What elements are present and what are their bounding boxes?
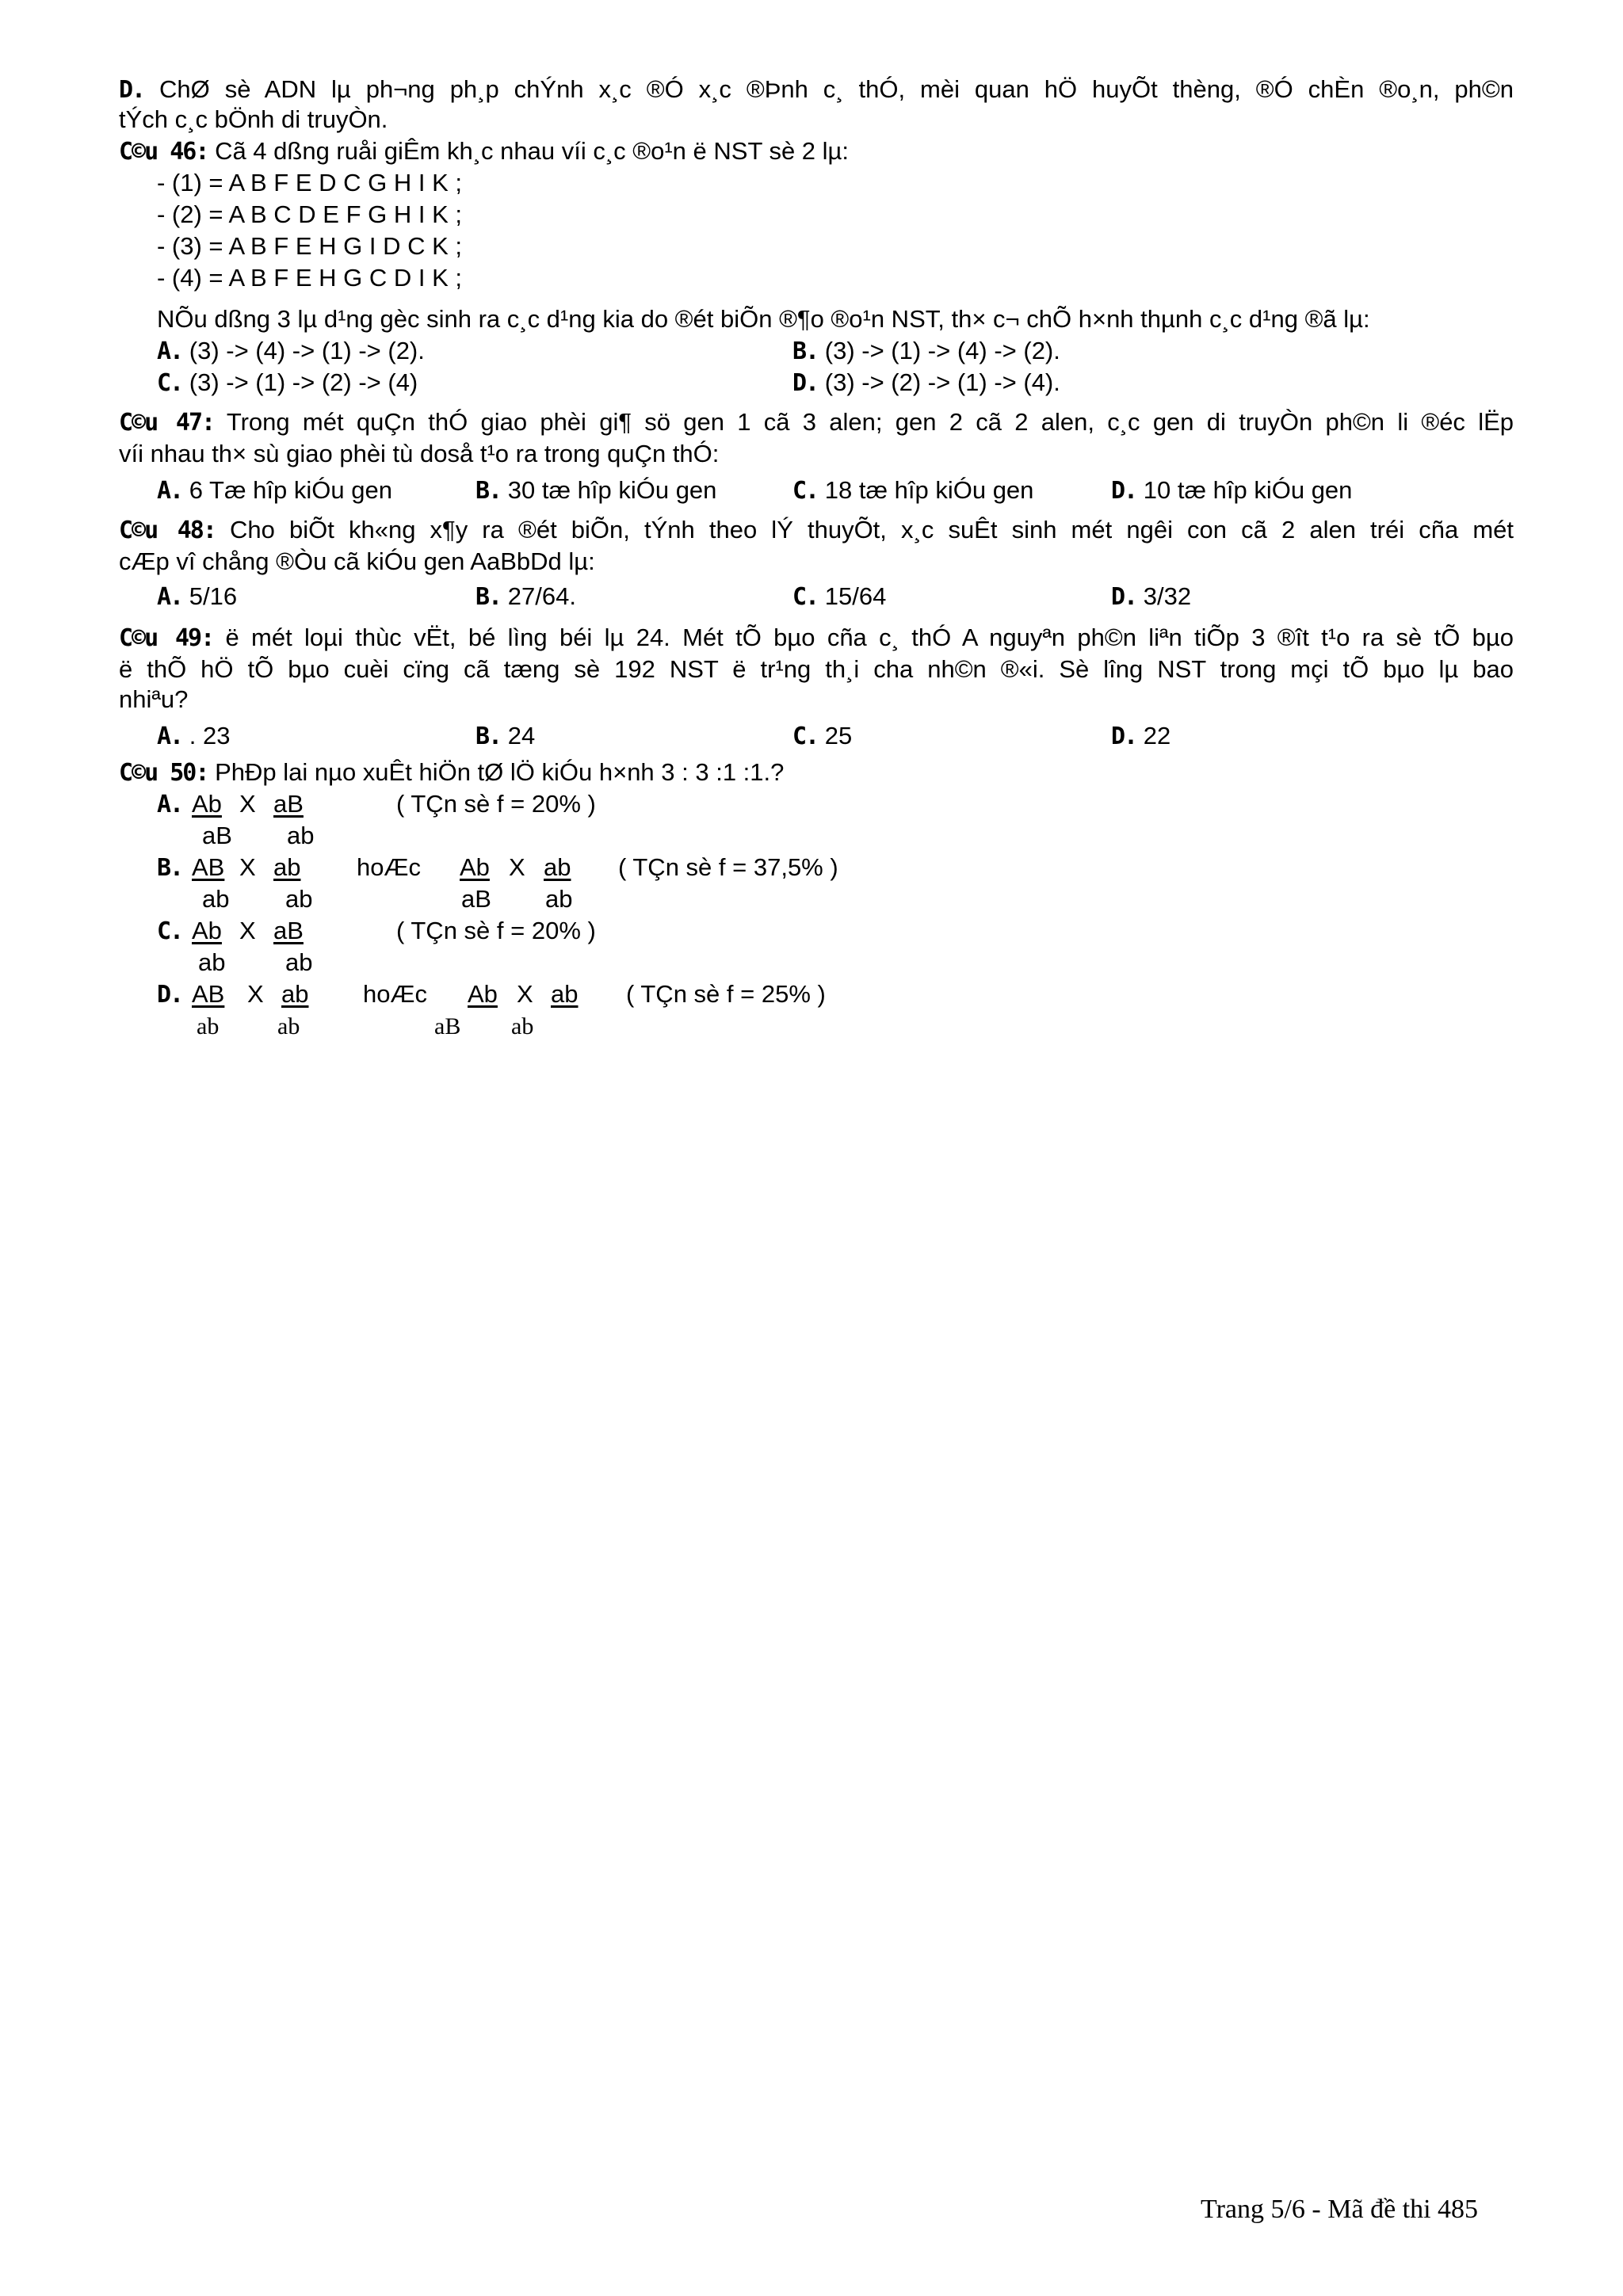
option-text: (3) -> (1) -> (4) -> (2). — [824, 337, 1060, 364]
genotype-numerator: Ab — [460, 853, 490, 881]
genotype-denominator: ab — [198, 948, 226, 976]
or-word: hoÆc — [363, 980, 427, 1008]
cross-symbol: X — [517, 980, 533, 1008]
q46-answer-a — [157, 337, 425, 366]
question-text: ë mét loµi thùc vËt, bé lìng béi lµ 24. Mét tÕ bµo cña c¸ thÓ A nguyªn ph©n liªn tiÕp 3 ®ît t¹o ra sè tÕ bµo — [225, 624, 1514, 651]
option-label: A. — [157, 477, 183, 505]
question-number: C©u 50: — [119, 759, 208, 787]
option-text: 10 tæ hîp kiÓu gen — [1143, 476, 1353, 504]
q46-question: NÕu dßng 3 lµ d¹ng gèc sinh ra c¸c d¹ng kia do ®ét biÕn ®¶o ®o¹n NST, th× c¬ chÕ h×nh thµnh c¸c d¹ng ®ã lµ: — [157, 305, 1370, 333]
option-label: B. — [792, 338, 819, 365]
option-text: 5/16 — [189, 582, 238, 610]
q48-answer-b — [475, 582, 576, 612]
q46-stem — [119, 137, 849, 166]
frequency-note: ( TÇn sè f = 37,5% ) — [618, 853, 838, 881]
frequency-note: ( TÇn sè f = 25% ) — [626, 980, 826, 1008]
option-label: C. — [792, 477, 819, 505]
option-text: (3) -> (1) -> (2) -> (4) — [189, 368, 418, 396]
cross-symbol: X — [247, 980, 264, 1008]
q50-stem — [119, 758, 784, 788]
question-text: PhÐp lai nµo xuÊt hiÖn tØ lÖ kiÓu h×nh 3 : 3 :1 :1.? — [215, 758, 785, 786]
option-label: C. — [792, 723, 819, 750]
option-label: A. — [157, 338, 183, 365]
frequency-note: ( TÇn sè f = 20% ) — [396, 790, 596, 818]
q47-answer-c — [792, 476, 1033, 505]
genotype-denominator: ab — [545, 885, 573, 913]
q47-answer-d — [1111, 476, 1352, 505]
option-text: 27/64. — [507, 582, 576, 610]
option-label: A. — [157, 791, 183, 818]
q47-line2: víi nhau th× sù giao phèi tù doså t¹o ra trong quÇn thÓ: — [119, 440, 720, 467]
option-label: D. — [1111, 477, 1137, 505]
q50-option-c — [157, 917, 182, 945]
genotype-numerator: aB — [273, 790, 304, 818]
question-number: C©u 48: — [119, 517, 216, 544]
q49-answer-a — [157, 722, 230, 751]
option-label: D. — [792, 369, 819, 397]
genotype-numerator: ab — [273, 853, 301, 881]
q46-item-1: - (1) = A B F E D C G H I K ; — [157, 169, 463, 196]
genotype-denominator: ab — [285, 885, 313, 913]
option-text: 30 tæ hîp kiÓu gen — [507, 476, 717, 504]
question-text: Cho biÕt kh«ng x¶y ra ®ét biÕn, tÝnh theo lÝ thuyÕt, x¸c suÊt sinh mét ngêi con cã 2 alen tréi cña mét — [230, 516, 1514, 543]
q49-line3: nhiªu? — [119, 685, 189, 713]
cross-symbol: X — [239, 853, 256, 881]
genotype-numerator: AB — [192, 853, 225, 881]
option-label: B. — [475, 723, 502, 750]
q48-line2: cÆp vî chång ®Òu cã kiÓu gen AaBbDd lµ: — [119, 547, 595, 575]
option-text: 18 tæ hîp kiÓu gen — [824, 476, 1034, 504]
genotype-numerator: ab — [551, 980, 579, 1008]
q45-option-d-line2: tÝch c¸c bÖnh di truyÒn. — [119, 105, 388, 133]
q48-answer-d — [1111, 582, 1191, 612]
question-text: Cã 4 dßng ruåi giÊm kh¸c nhau víi c¸c ®o¹n ë NST sè 2 lµ: — [215, 137, 850, 165]
option-label: B. — [157, 854, 183, 882]
q47-line1 — [119, 408, 1514, 437]
genotype-numerator: ab — [281, 980, 309, 1008]
q48-line1 — [119, 516, 1514, 545]
q48-answer-c — [792, 582, 886, 612]
frequency-note: ( TÇn sè f = 20% ) — [396, 917, 596, 944]
genotype-denominator: ab — [277, 1013, 300, 1039]
genotype-denominator: aB — [434, 1013, 461, 1039]
q48-answer-a — [157, 582, 237, 612]
genotype-denominator: ab — [285, 948, 313, 976]
q49-line1 — [119, 624, 1514, 653]
q47-answer-b — [475, 476, 716, 505]
q49-answer-b — [475, 722, 535, 751]
option-label: D. — [119, 76, 145, 104]
question-number: C©u 46: — [119, 138, 208, 166]
q49-answer-c — [792, 722, 852, 751]
option-text: 24 — [507, 722, 536, 749]
question-text: Trong mét quÇn thÓ giao phèi gi¶ sö gen 1 cã 3 alen; gen 2 cã 2 alen, c¸c gen di truyÒn ph©n li ®éc lËp — [226, 408, 1514, 436]
q46-answer-d — [792, 368, 1060, 398]
option-label: B. — [475, 583, 502, 611]
q50-option-a — [157, 790, 182, 818]
genotype-numerator: Ab — [468, 980, 498, 1008]
genotype-numerator: Ab — [192, 917, 222, 944]
option-label: D. — [1111, 723, 1137, 750]
genotype-denominator: ab — [511, 1013, 534, 1039]
option-label: B. — [475, 477, 502, 505]
genotype-numerator: Ab — [192, 790, 222, 818]
option-text: . 23 — [189, 722, 231, 749]
question-number: C©u 47: — [119, 409, 215, 437]
genotype-denominator: aB — [202, 822, 232, 849]
q50-option-d — [157, 980, 182, 1009]
option-label: D. — [157, 981, 183, 1009]
option-label: A. — [157, 723, 183, 750]
option-text: ChØ sè ADN lµ ph¬ng ph¸p chÝnh x¸c ®Ó x¸c ®Þnh c¸ thÓ, mèi quan hÖ huyÕt thèng, ®Ó chÈn ®o¸n, ph©n — [159, 75, 1514, 103]
option-text: 15/64 — [824, 582, 887, 610]
genotype-denominator: aB — [461, 885, 491, 913]
genotype-numerator: aB — [273, 917, 304, 944]
question-number: C©u 49: — [119, 624, 214, 652]
genotype-denominator: ab — [197, 1013, 220, 1039]
option-text: 22 — [1143, 722, 1171, 749]
q49-line2: ë thÕ hÖ tÕ bµo cuèi cïng cã tæng sè 192 NST ë tr¹ng th¸i cha nh©n ®«i. Sè lîng NST trong mçi tÕ bµo lµ bao — [119, 655, 1514, 683]
genotype-denominator: ab — [202, 885, 230, 913]
genotype-numerator: ab — [544, 853, 571, 881]
cross-symbol: X — [239, 917, 256, 944]
q46-answer-c — [157, 368, 418, 398]
q46-answer-b — [792, 337, 1060, 366]
q46-item-4: - (4) = A B F E H G C D I K ; — [157, 264, 463, 292]
option-text: 6 Tæ hîp kiÓu gen — [189, 476, 392, 504]
cross-symbol: X — [239, 790, 256, 818]
q50-option-b — [157, 853, 182, 882]
or-word: hoÆc — [357, 853, 421, 881]
cross-symbol: X — [509, 853, 525, 881]
option-label: C. — [792, 583, 819, 611]
option-label: C. — [157, 917, 183, 945]
q47-answer-a — [157, 476, 392, 505]
q45-option-d-line1 — [119, 75, 1514, 105]
option-text: 25 — [824, 722, 853, 749]
genotype-denominator: ab — [287, 822, 315, 849]
option-label: A. — [157, 583, 183, 611]
q49-answer-d — [1111, 722, 1170, 751]
genotype-numerator: AB — [192, 980, 225, 1008]
option-label: D. — [1111, 583, 1137, 611]
option-text: (3) -> (4) -> (1) -> (2). — [189, 337, 425, 364]
option-text: 3/32 — [1143, 582, 1192, 610]
q46-item-3: - (3) = A B F E H G I D C K ; — [157, 232, 463, 260]
page-footer: Trang 5/6 - Mã đề thi 485 — [1201, 2195, 1479, 2224]
option-text: (3) -> (2) -> (1) -> (4). — [824, 368, 1060, 396]
q46-item-2: - (2) = A B C D E F G H I K ; — [157, 200, 463, 228]
option-label: C. — [157, 369, 183, 397]
